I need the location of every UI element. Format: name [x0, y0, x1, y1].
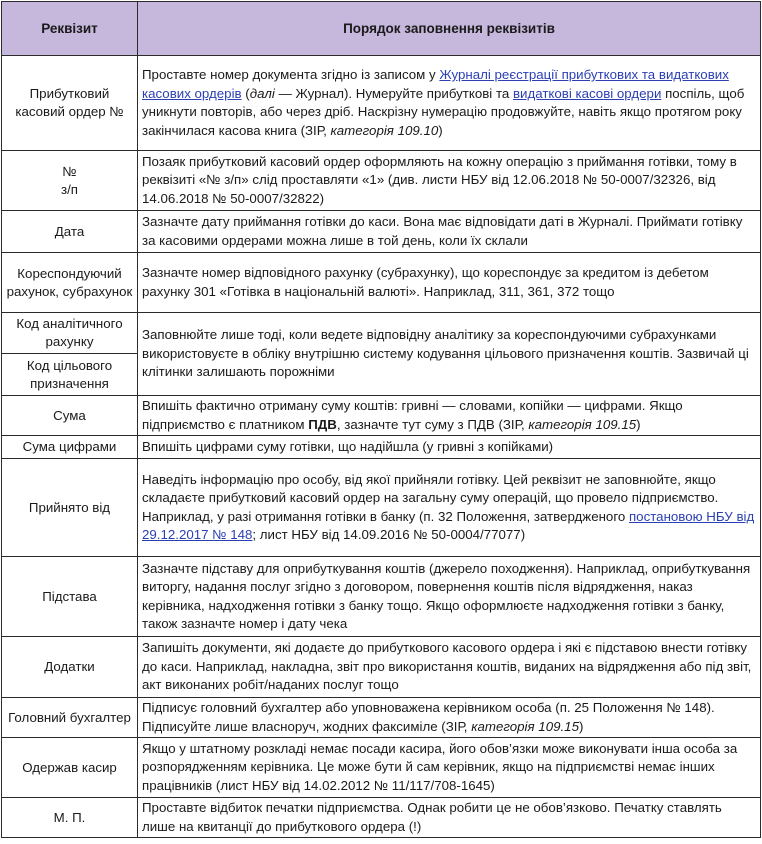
- table-row: [2, 151, 761, 211]
- requisite-description: Якщо у штатному розкладі немає посади касира, його обов’язки може виконувати інша особа за розпорядженням керівника. Це може бути й сам керівник, якщо на підприємстві немає інших працівників (лист НБУ від 14.02.2012 № 11/117/708-1645): [138, 738, 761, 798]
- requisite-description: Позаяк прибутковий касовий ордер оформляють на кожну операцію з приймання готівки, тому в реквізиті «№ з/п» слід проставляти «1» (див. листи НБУ від 12.06.2018 № 50-0007/32326, від 14.06.2018 № 50-0007/32822): [138, 151, 761, 211]
- requisite-description: Підписує головний бухгалтер або уповноважена керівником особа (п. 25 Положення № 148). Підписуйте лише власноруч, жодних факсиміле (ЗІР, категорія 109.15): [138, 698, 761, 738]
- requisite-name: Кореспондуючий рахунок, субрахунок: [2, 253, 138, 313]
- table-row: [2, 798, 761, 838]
- requisite-description: Наведіть інформацію про особу, від якої прийняли готівку. Цей реквізит не заповнюйте, якщо складаєте прибутковий касовий ордер на загальну суму операцій, що провело підприємство. Наприклад, у разі отримання готівки в банку (п. 32 Положення, затвердженого постановою НБУ від 29.12.2017 № 148; лист НБУ від 14.09.2016 № 50-0004/77077): [138, 459, 761, 557]
- journal-link[interactable]: Журналі реєстрації прибуткових та видаткових касових ордерів: [142, 67, 729, 101]
- requisite-name: Код аналітичного рахунку: [2, 313, 138, 354]
- requisite-description: Проставте відбиток печатки підприємства. Однак робити це не обов’язково. Печатку ставлять лише на квитанції до прибуткового ордера (!): [138, 798, 761, 838]
- requisite-description: Зазначте підставу для оприбуткування коштів (джерело походження). Наприклад, оприбуткування виторгу, надання послуг згідно з договором, повернення коштів після відрядження, наказ керівника, надходження готівки з банку тощо. Якщо оформлюєте надходження готівки з банку, також зазначте номер і дату чека: [138, 557, 761, 637]
- table-row: [2, 56, 761, 151]
- header-row: [2, 2, 761, 56]
- requisite-name: Підстава: [2, 557, 138, 637]
- requisite-name: Дата: [2, 211, 138, 253]
- table-row: [2, 253, 761, 313]
- requisite-name: Прийнято від: [2, 459, 138, 557]
- table-row: [2, 557, 761, 637]
- requisite-name: М. П.: [2, 798, 138, 838]
- requisite-name: Одержав касир: [2, 738, 138, 798]
- requisite-description: Запишіть документи, які додаєте до прибуткового касового ордера і які є підставою внести готівку до каси. Наприклад, накладна, звіт про використання коштів, виданих на відрядження або під звіт, акт виконаних робіт/наданих послуг тощо: [138, 637, 761, 698]
- requisite-name: № з/п: [2, 151, 138, 211]
- requisite-name: Код цільового призначення: [2, 354, 138, 396]
- requisite-description: Заповнюйте лише тоді, коли ведете відповідну аналітику за кореспондуючими субрахунками використовуєте в обліку внутрішню систему кодування цільового призначення коштів. Зазвичай ці клітинки залишають порожніми: [138, 313, 761, 396]
- table-row: [2, 738, 761, 798]
- requisite-description: Впишіть фактично отриману суму коштів: гривні — словами, копійки — цифрами. Якщо підприємство є платником ПДВ, зазначте тут суму з ПДВ (ЗІР, категорія 109.15): [138, 396, 761, 436]
- table-row: [2, 211, 761, 253]
- table-row: [2, 698, 761, 738]
- requisite-name: Додатки: [2, 637, 138, 698]
- requisite-name: Сума цифрами: [2, 436, 138, 459]
- requisite-name: Сума: [2, 396, 138, 436]
- requisite-description: Зазначте дату приймання готівки до каси. Вона має відповідати даті в Журналі. Приймати готівку за касовими ордерами можна лише в той день, коли їх склали: [138, 211, 761, 253]
- table-row: [2, 396, 761, 436]
- requisite-description: Впишіть цифрами суму готівки, що надійшла (у гривні з копійками): [138, 436, 761, 459]
- requisites-table: [1, 1, 761, 838]
- requisite-name: Головний бухгалтер: [2, 698, 138, 738]
- requisite-name: Прибутковий касовий ордер №: [2, 56, 138, 151]
- table-row: [2, 637, 761, 698]
- expense-orders-link[interactable]: видаткові касові ордери: [512, 85, 662, 101]
- requisite-description: Проставте номер документа згідно із записом у Журналі реєстрації прибуткових та видаткових касових ордерів (далі — Журнал). Нумеруйте прибуткові та видаткові касові ордери поспіль, щоб уникнути повторів, або через дріб. Наскрізну нумерацію продовжуйте, навіть якщо протягом року закінчилася касова книга (ЗІР, категорія 109.10): [138, 56, 761, 151]
- table-row: [2, 459, 761, 557]
- header-requisite: Реквізит: [2, 2, 138, 56]
- requisite-description: Зазначте номер відповідного рахунку (субрахунку), що кореспондує за кредитом із дебетом рахунку 301 «Готівка в національній валюті». Наприклад, 311, 361, 372 тощо: [138, 253, 761, 313]
- table-row: [2, 313, 761, 354]
- nbu-resolution-link[interactable]: постановою НБУ від 29.12.2017 № 148: [142, 508, 755, 542]
- table-row: [2, 436, 761, 459]
- header-fill-order: Порядок заповнення реквізитів: [138, 2, 761, 56]
